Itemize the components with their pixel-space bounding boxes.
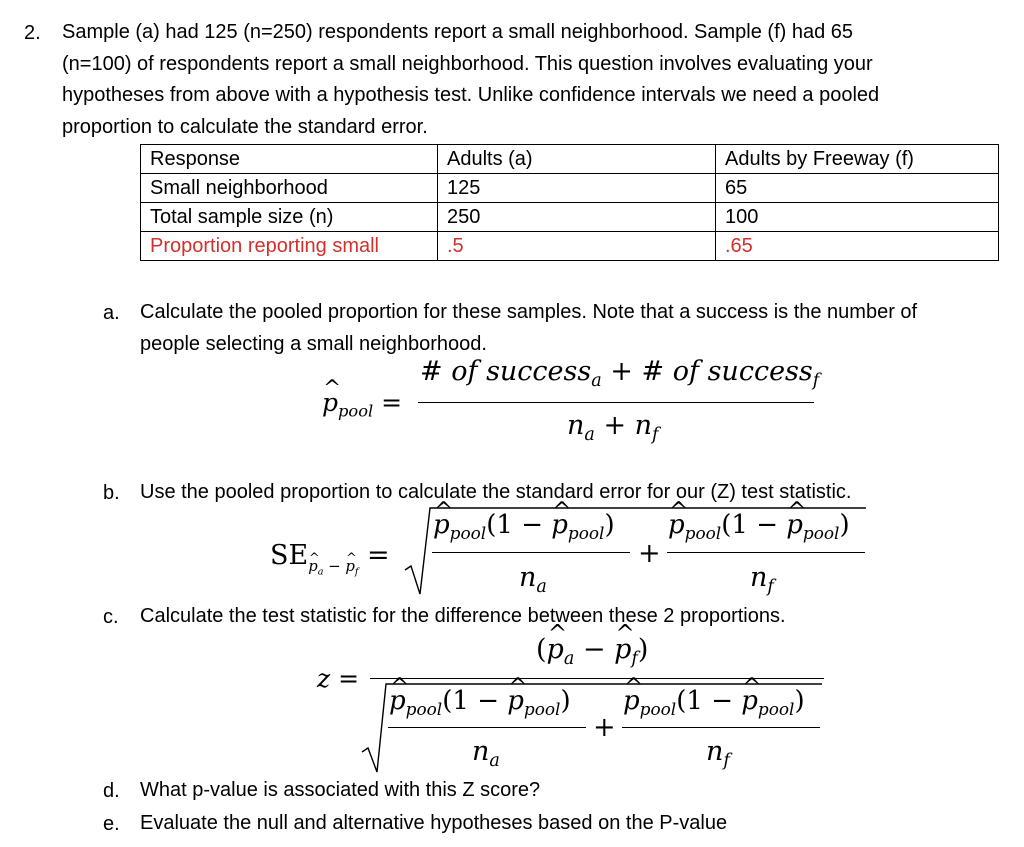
p-hat-symbol: ^ p [507, 686, 524, 716]
question-number: 2. [24, 22, 41, 44]
intro-line-1: Sample (a) had 125 (n=250) respondents report a small neighborhood. Sample (f) had 65 [62, 21, 854, 43]
p-hat-symbol: ^ p [741, 686, 758, 716]
minus-sign: − [521, 510, 543, 540]
pool-subscript: pool [802, 522, 840, 543]
success-word: success [707, 356, 813, 387]
sub-a: a [563, 649, 575, 670]
part-a-line-2: people selecting a small neighborhood. [140, 332, 487, 355]
part-c-label: c. [103, 606, 119, 628]
pool-subscript: pool [338, 401, 374, 421]
part-a-line-1: Calculate the pooled proportion for these samples. Note that a success is the number of [140, 301, 918, 323]
hash-symbol: # [420, 356, 443, 387]
table-cell: .5 [438, 232, 716, 261]
plus-sign: + [610, 356, 633, 387]
part-d-text: What p-value is associated with this Z score? [140, 779, 541, 801]
one: 1 [496, 510, 513, 540]
open-paren: ( [676, 686, 687, 716]
sub-f: f [652, 425, 659, 446]
part-a-label: a. [103, 302, 120, 324]
z-plus-sign: + [593, 712, 616, 743]
success-word: success [486, 356, 592, 387]
open-paren: ( [442, 686, 453, 716]
table-header-response: Response [141, 145, 438, 174]
sub-a: a [584, 425, 595, 446]
sub-a: a [536, 577, 547, 598]
minus-sign: − [582, 634, 606, 665]
equals-sign: = [338, 664, 360, 693]
intro-line-2: (n=100) of respondents report a small neighborhood. This question involves evaluating your [62, 52, 873, 75]
open-paren: ( [536, 634, 547, 665]
close-paren: ) [839, 510, 850, 540]
table-cell: 250 [438, 203, 716, 232]
se-symbol: SE [270, 540, 309, 571]
pool-subscript: pool [639, 698, 677, 719]
n-symbol: n [472, 736, 490, 767]
z-radical-sign [362, 684, 822, 772]
one: 1 [731, 510, 748, 540]
n-symbol: n [519, 562, 537, 593]
sub-f: f [767, 577, 774, 598]
table-cell: 65 [716, 174, 999, 203]
p-hat-symbol: ^ p [623, 686, 640, 716]
close-paren: ) [604, 510, 615, 540]
table-cell: Proportion reporting small [141, 232, 438, 261]
part-b-text: Use the pooled proportion to calculate the standard error for our (Z) test statistic. [140, 481, 852, 503]
minus-sign: − [328, 556, 341, 575]
sub-a: a [317, 566, 324, 578]
p-hat-symbol: ^ p [308, 557, 318, 575]
part-e-label: e. [103, 813, 120, 835]
close-paren: ) [794, 686, 805, 716]
sub-f: f [812, 371, 820, 392]
p-hat-symbol: ^ p [547, 634, 564, 665]
table-cell: 100 [716, 203, 999, 232]
sub-f: f [354, 566, 359, 578]
intro-line-4: proportion to calculate the standard error. [62, 115, 428, 138]
plus-sign: + [603, 410, 627, 441]
table-header-adults-a: Adults (a) [438, 145, 716, 174]
p-hat-symbol: ^ p [389, 686, 406, 716]
n-symbol: n [567, 410, 585, 441]
minus-sign: − [477, 686, 499, 716]
se-plus-sign: + [638, 538, 661, 569]
sub-f: f [631, 649, 638, 670]
hash-symbol: # [641, 356, 665, 387]
open-paren: ( [486, 510, 497, 540]
pool-subscript: pool [523, 698, 561, 719]
table-cell: .65 [716, 232, 999, 261]
part-e-text: Evaluate the null and alternative hypotheses based on the P-value [140, 812, 728, 834]
table-header-adults-freeway: Adults by Freeway (f) [716, 145, 999, 174]
equals-sign: = [381, 388, 403, 417]
part-b-label: b. [103, 482, 120, 504]
part-d-label: d. [103, 780, 120, 802]
minus-sign: − [756, 510, 778, 540]
sub-a: a [591, 371, 602, 392]
n-symbol: n [634, 410, 653, 441]
p-hat-symbol: ^ p [668, 510, 685, 540]
one: 1 [686, 686, 703, 716]
se-radical-sign [405, 508, 866, 594]
table-cell: Small neighborhood [141, 174, 438, 203]
pool-subscript: pool [449, 522, 487, 543]
of-word: of [451, 356, 478, 387]
p-hat-symbol: ^ p [551, 510, 568, 540]
p-hat-symbol: ^ p [614, 634, 631, 665]
minus-sign: − [711, 686, 733, 716]
one: 1 [452, 686, 469, 716]
close-paren: ) [560, 686, 571, 716]
pool-subscript: pool [405, 698, 443, 719]
p-hat-symbol: ^ p [345, 557, 355, 575]
sub-a: a [489, 751, 500, 772]
z-symbol: z [317, 664, 331, 693]
sub-f: f [723, 751, 730, 772]
equals-sign: = [367, 540, 390, 571]
intro-line-3: hypotheses from above with a hypothesis test. Unlike confidence intervals we need a pooled [62, 84, 880, 106]
n-symbol: n [706, 736, 724, 767]
p-hat-symbol: ^ p [322, 388, 338, 417]
p-hat-symbol: ^ p [786, 510, 803, 540]
open-paren: ( [721, 510, 732, 540]
n-symbol: n [750, 562, 768, 593]
close-paren: ) [637, 634, 649, 665]
table-cell: 125 [438, 174, 716, 203]
part-c-text: Calculate the test statistic for the difference between these 2 proportions. [140, 605, 786, 627]
table-cell: Total sample size (n) [141, 203, 438, 232]
pool-subscript: pool [567, 522, 605, 543]
pool-subscript: pool [757, 698, 795, 719]
of-word: of [672, 356, 699, 387]
p-hat-symbol: ^ p [433, 510, 450, 540]
pool-subscript: pool [684, 522, 722, 543]
